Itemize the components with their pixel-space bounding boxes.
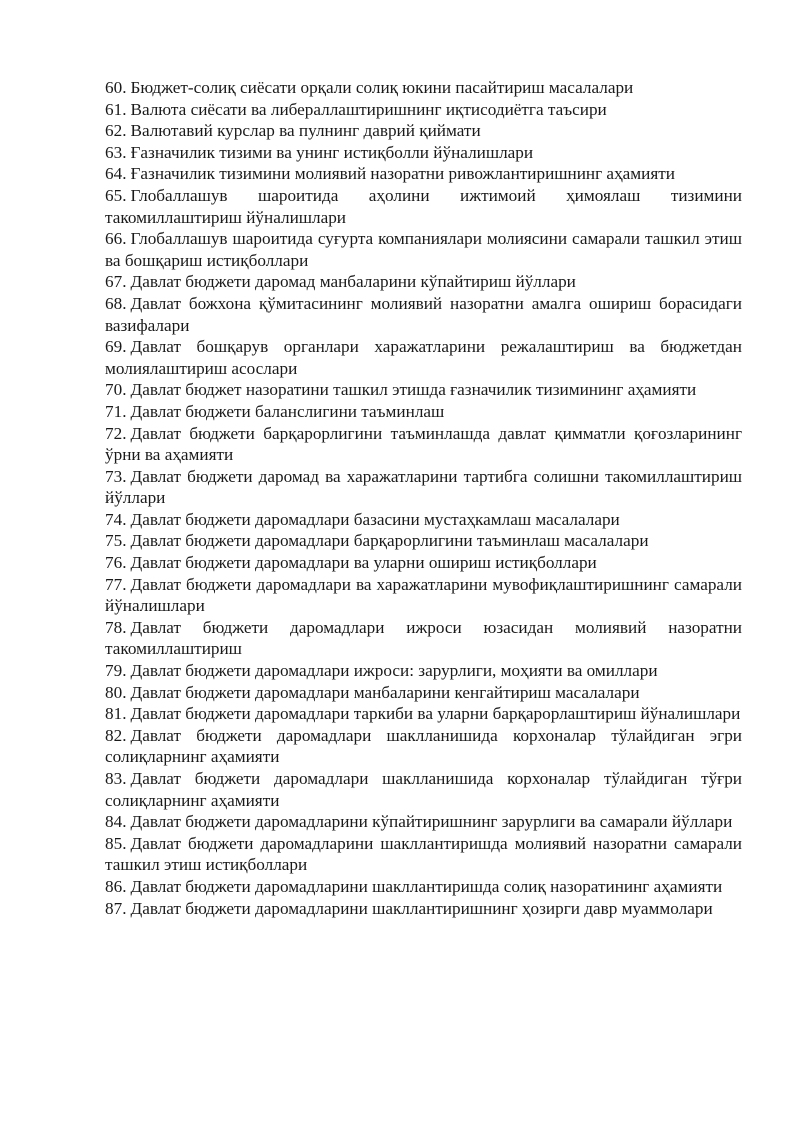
item-text: Давлат бюджети даромадларини шакллантиришда молиявий назоратни самарали ташкил этиш истиқболлари <box>105 833 742 875</box>
list-item <box>105 660 742 682</box>
item-number: 86. <box>105 876 127 896</box>
item-number: 68. <box>105 293 127 313</box>
item-number: 80. <box>105 682 127 702</box>
item-text: Давлат бюджет назоратини ташкил этишда ғазначилик тизимининг аҳамияти <box>130 380 697 400</box>
item-number: 70. <box>105 380 127 400</box>
item-text: Глобаллашув шароитида аҳолини ижтимоий ҳимоялаш тизимини такомиллаштириш йўналишлари <box>105 185 742 227</box>
item-number: 65. <box>105 185 127 205</box>
item-text: Давлат бюджети даромадлари шаклланишида корхоналар тўлайдиган эгри солиқларнинг аҳамияти <box>105 725 742 767</box>
item-number: 60. <box>105 78 127 97</box>
item-text: Давлат бюджети даромадлари ижроси: зарурлиги, моҳияти ва омиллари <box>130 661 658 681</box>
list-item <box>105 163 742 185</box>
item-number: 71. <box>105 401 127 421</box>
item-number: 64. <box>105 164 127 184</box>
item-number: 61. <box>105 99 127 119</box>
item-text: Давлат бюджети даромадлари таркиби ва уларни барқарорлаштириш йўналишлари <box>130 704 741 724</box>
item-text: Валюта сиёсати ва либераллаштиришнинг иқтисодиётга таъсири <box>130 99 607 119</box>
item-number: 83. <box>105 769 127 788</box>
list-item <box>105 77 742 99</box>
item-text: Давлат бюджети даромадлари барқарорлигини таъминлаш масалалари <box>130 531 649 551</box>
list-item <box>105 552 742 574</box>
list-item <box>105 530 742 552</box>
item-text: Давлат бюджети даромадлари базасини мустаҳкамлаш масалалари <box>130 509 620 529</box>
item-number: 66. <box>105 229 127 249</box>
item-number: 74. <box>105 509 127 529</box>
list-item <box>105 509 742 531</box>
item-text: Глобаллашув шароитида суғурта компаниялари молиясини самарали ташкил этиш ва бошқариш истиқболлари <box>105 229 742 270</box>
list-item <box>105 574 742 617</box>
item-number: 81. <box>105 704 127 724</box>
item-number: 82. <box>105 725 127 745</box>
list-item <box>105 99 742 121</box>
list-item <box>105 703 742 725</box>
item-text: Давлат бюджети даромадлари ва уларни ошириш истиқболлари <box>130 553 597 573</box>
item-text: Давлат бюджети даромад манбаларини кўпайтириш йўллари <box>130 272 576 292</box>
list-item <box>105 811 742 833</box>
item-text: Ғазначилик тизимини молиявий назоратни ривожлантиришнинг аҳамияти <box>130 164 675 184</box>
list-item <box>105 876 742 898</box>
item-text: Давлат бюджети даромадларини шакллантиришда солиқ назоратининг аҳамияти <box>130 876 723 896</box>
item-number: 69. <box>105 337 127 357</box>
list-item <box>105 142 742 164</box>
list-item <box>105 228 742 271</box>
item-number: 79. <box>105 661 127 681</box>
item-number: 73. <box>105 466 127 486</box>
item-number: 84. <box>105 812 127 832</box>
item-number: 67. <box>105 272 127 292</box>
list-item <box>105 423 742 466</box>
item-number: 77. <box>105 574 127 594</box>
item-text: Ғазначилик тизими ва унинг истиқболли йўналишлари <box>130 142 534 162</box>
item-text: Давлат бюджети даромад ва харажатларини тартибга солишни такомиллаштириш йўллари <box>105 466 742 508</box>
list-item <box>105 682 742 704</box>
item-text: Бюджет-солиқ сиёсати орқали солиқ юкини пасайтириш масалалари <box>130 78 634 97</box>
list-item <box>105 336 742 379</box>
item-text: Давлат бюджети даромадлари манбаларини кенгайтириш масалалари <box>130 682 640 702</box>
list-item <box>105 833 742 876</box>
item-text: Давлат божхона қўмитасининг молиявий назоратни амалга ошириш борасидаги вазифалари <box>105 293 742 335</box>
list-item <box>105 293 742 336</box>
item-number: 63. <box>105 142 127 162</box>
list-item <box>105 379 742 401</box>
item-number: 87. <box>105 898 127 918</box>
list-item <box>105 617 742 660</box>
item-text: Давлат бюджети барқарорлигини таъминлашда давлат қимматли қоғозларининг ўрни ва аҳамияти <box>105 423 742 465</box>
list-item <box>105 271 742 293</box>
item-text: Давлат бошқарув органлари харажатларини режалаштириш ва бюджетдан молиялаштириш асослари <box>105 337 742 378</box>
list-item <box>105 898 742 920</box>
item-number: 62. <box>105 121 127 141</box>
list-item <box>105 120 742 142</box>
topic-list <box>105 77 742 919</box>
item-number: 85. <box>105 833 127 853</box>
item-text: Давлат бюджети даромадлари шаклланишида корхоналар тўлайдиган тўғри солиқларнинг аҳамияти <box>105 769 742 810</box>
item-number: 75. <box>105 531 127 551</box>
item-text: Давлат бюджети даромадларини шакллантиришнинг ҳозирги давр муаммолари <box>130 898 713 918</box>
list-item <box>105 725 742 768</box>
list-item <box>105 401 742 423</box>
list-item <box>105 185 742 228</box>
item-number: 72. <box>105 423 127 443</box>
list-item <box>105 768 742 811</box>
item-number: 78. <box>105 617 127 637</box>
item-text: Давлат бюджети баланслигини таъминлаш <box>130 401 445 421</box>
item-text: Валютавий курслар ва пулнинг даврий қиймати <box>130 121 481 141</box>
list-item <box>105 466 742 509</box>
item-number: 76. <box>105 553 127 573</box>
item-text: Давлат бюджети даромадлари ижроси юзасидан молиявий назоратни такомиллаштириш <box>105 617 742 659</box>
item-text: Давлат бюджети даромадларини кўпайтиришнинг зарурлиги ва самарали йўллари <box>130 812 733 832</box>
item-text: Давлат бюджети даромадлари ва харажатларини мувофиқлаштиришнинг самарали йўналишлари <box>105 574 742 616</box>
